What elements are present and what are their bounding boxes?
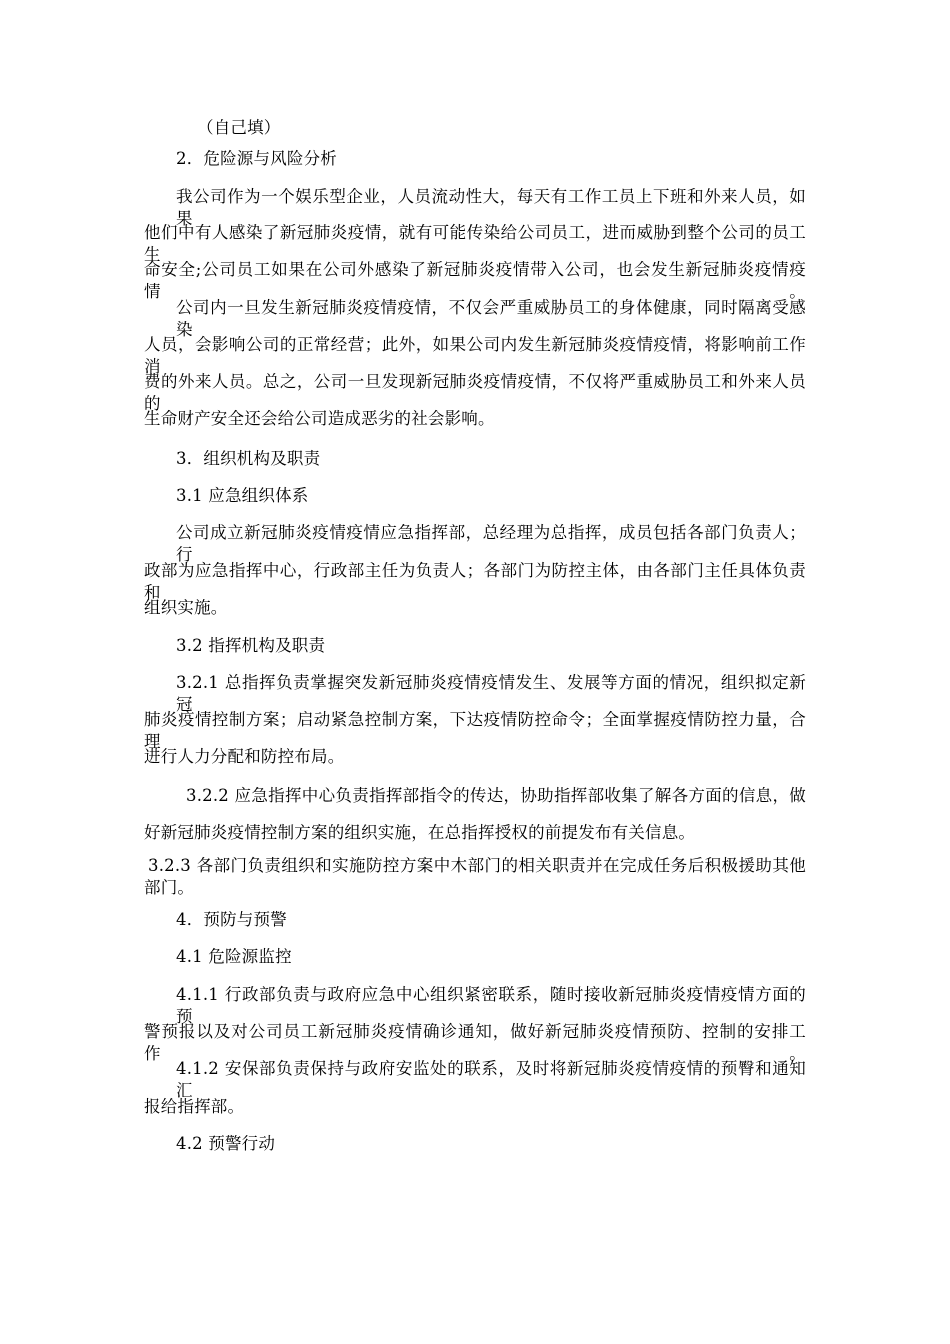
heading-warning-action: 4.2 预警行动 (176, 1134, 276, 1153)
paragraph-line: 肺炎疫情控制方案；启动紧急控制方案，下达疫情防控命令；全面掌握疫情防控力量，合理 (144, 710, 806, 751)
heading-command-structure: 3.2 指挥机构及职责 (176, 636, 326, 655)
paragraph-line: 4.1.2 安保部负责保持与政府安监处的联系，及时将新冠肺炎疫情疫情的预臀和通知汇 (176, 1059, 806, 1100)
paragraph-line: 公司内一旦发生新冠肺炎疫情疫情，不仅会严重威胁员工的身体健康，同时隔离受感染 (176, 298, 806, 339)
paragraph-line: 命安全;公司员工如果在公司外感染了新冠肺炎疫情带入公司，也会发生新冠肺炎疫情疫情。 (144, 260, 806, 301)
paragraph-line: 部门。 (144, 878, 195, 897)
paragraph-line: 人员，会影响公司的正常经营；此外，如果公司内发生新冠肺炎疫情疫情，将影响前工作消 (144, 335, 806, 376)
paragraph-line: 公司成立新冠肺炎疫情疫情应急指挥部，总经理为总指挥，成员包括各部门负责人；行 (176, 523, 806, 564)
heading-emergency-system: 3.1 应急组织体系 (176, 486, 309, 505)
paragraph-line: 3.2.1 总指挥负责掌握突发新冠肺炎疫情疫情发生、发展等方面的情况，组织拟定新冠 (176, 673, 806, 714)
paragraph-line: 3.2.3 各部门负责组织和实施防控方案中木部门的相关职责并在完成任务后积极援助其他 (148, 856, 806, 875)
heading-organization: 3．组织机构及职责 (176, 449, 321, 468)
paragraph-line: 警预报以及对公司员工新冠肺炎疫情确诊通知，做好新冠肺炎疫情预防、控制的安排工作。 (144, 1022, 806, 1063)
heading-hazard-monitoring: 4.1 危险源监控 (176, 947, 292, 966)
paragraph-line: 好新冠肺炎疫情控制方案的组织实施，在总指挥授权的前提发布有关信息。 (144, 823, 696, 842)
paragraph-line: 组织实施。 (144, 598, 228, 617)
heading-prevention-warning: 4．预防与预警 (176, 910, 287, 929)
paragraph-line: 政部为应急指挥中心，行政部主任为负责人；各部门为防控主体，由各部门主任具体负责和 (144, 561, 806, 602)
paragraph-line: 他们中有人感染了新冠肺炎疫情，就有可能传染给公司员工，进而威胁到整个公司的员工生 (144, 223, 806, 264)
heading-hazard-risk-analysis: 2．危险源与风险分析 (176, 149, 337, 168)
paragraph-line: 我公司作为一个娱乐型企业，人员流动性大，每天有工作工员上下班和外来人员，如果 (176, 187, 806, 228)
note-fill-in: （自己填） (197, 118, 281, 137)
paragraph-line: 3.2.2 应急指挥中心负责指挥部指令的传达，协助指挥部收集了解各方面的信息，做 (186, 786, 806, 805)
paragraph-line: 4.1.1 行政部负责与政府应急中心组织紧密联系，随时接收新冠肺炎疫情疫情方面的预 (176, 985, 806, 1026)
paragraph-line: 生命财产安全还会给公司造成恶劣的社会影响。 (144, 409, 495, 428)
paragraph-line: 报给指挥部。 (144, 1097, 245, 1116)
paragraph-line: 进行人力分配和防控布局。 (144, 747, 345, 766)
paragraph-line: 费的外来人员。总之，公司一旦发现新冠肺炎疫情疫情，不仅将严重威胁员工和外来人员的 (144, 372, 806, 413)
